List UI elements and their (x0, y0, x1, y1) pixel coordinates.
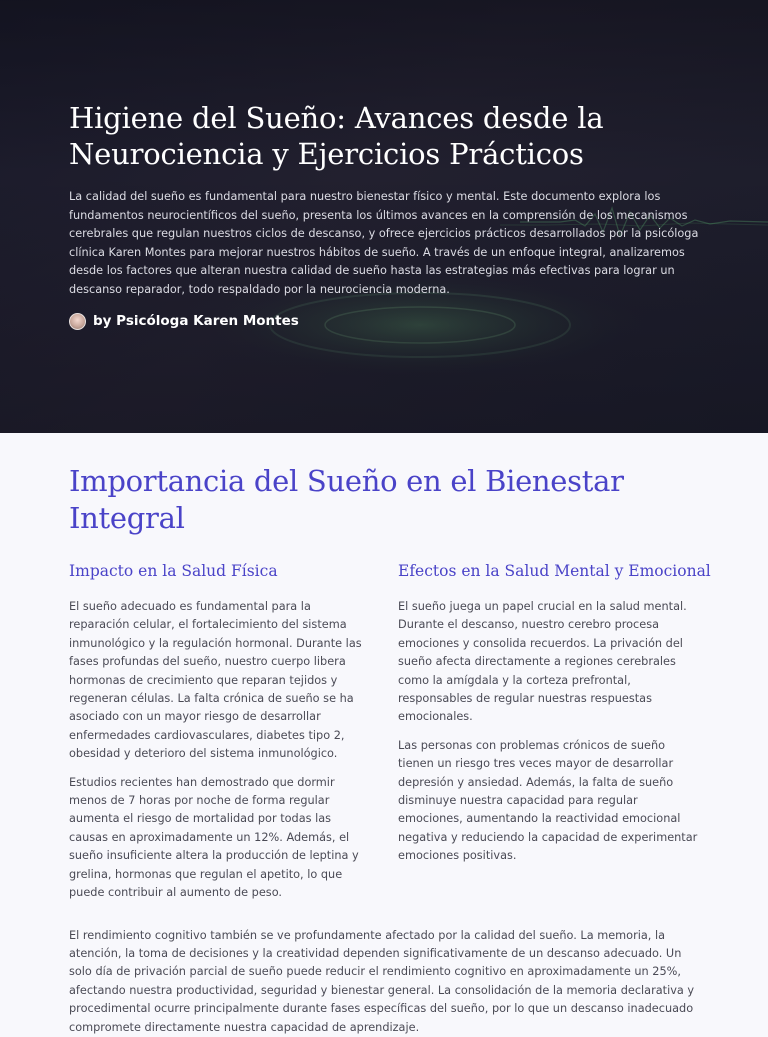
physical-health-paragraph: El sueño adecuado es fundamental para la reparación celular, el fortalecimiento del sistema inmunológico y la regulación hormonal. Durante las fases profundas del sueño, nuestro cuerpo libera hormonas de crecimiento que reparan tejidos y regeneran células. La falta crónica de sueño se ha asociado con un mayor riesgo de desarrollar enfermedades cardiovasculares, diabetes tipo 2, obesidad y deterioro del sistema inmunológico. (69, 600, 362, 761)
mental-health-paragraph: Las personas con problemas crónicos de sueño tienen un riesgo tres veces mayor de desarrollar depresión y ansiedad. Además, la falta de sueño disminuye nuestra capacidad para regular emociones, aumentando la reactividad emocional negativa y reduciendo la capacidad de experimentar emociones positivas. (398, 738, 698, 863)
author-name: by Psicóloga Karen Montes (93, 313, 299, 330)
column-mental-health (398, 561, 711, 903)
closing-paragraph: El rendimiento cognitivo también se ve profundamente afectado por la calidad del sueño. La memoria, la atención, la toma de decisiones y la creatividad dependen significativamente de un descanso adecuado. Un solo día de privación parcial de sueño puede reducir el rendimiento cognitivo en aproximadamente un 25%, afectando nuestra productividad, seguridad y bienestar general. La consolidación de la memoria declarativa y procedimental ocurre principalmente durante fases específicas del sueño, por lo que un descanso inadecuado compromete directamente nuestra capacidad de aprendizaje. (69, 928, 695, 1034)
hero-content (69, 100, 709, 330)
mental-health-heading: Efectos en la Salud Mental y Emocional (398, 562, 711, 580)
two-column-section (69, 561, 711, 903)
intro-paragraph: La calidad del sueño es fundamental para nuestro bienestar físico y mental. Este documento explora los fundamentos neurocientíficos del sueño, presenta los últimos avances en la comprensión de los mecanismos cerebrales que regulan nuestros ciclos de descanso, y ofrece ejercicios prácticos desarrollados por la psicóloga clínica Karen Montes para mejorar nuestros hábitos de sueño. A través de un enfoque integral, analizaremos desde los factores que alteran nuestra calidad de sueño hasta las estrategias más efectivas para lograr un descanso reparador, todo respaldado por la neurociencia moderna. (69, 190, 699, 296)
hero-banner (0, 0, 768, 433)
closing-section (69, 927, 699, 1037)
section-title: Importancia del Sueño en el Bienestar Integral (69, 464, 624, 535)
physical-health-heading: Impacto en la Salud Física (69, 562, 278, 580)
mental-health-paragraph: El sueño juega un papel crucial en la salud mental. Durante el descanso, nuestro cerebro procesa emociones y consolida recuerdos. La privación del sueño afecta directamente a regiones cerebrales como la amígdala y la corteza prefrontal, responsables de regular nuestras respuestas emocionales. (398, 600, 687, 724)
physical-health-paragraph: Estudios recientes han demostrado que dormir menos de 7 horas por noche de forma regular aumenta el riesgo de mortalidad por todas las causas en aproximadamente un 12%. Además, el sueño insuficiente altera la producción de leptina y grelina, hormonas que regulan el apetito, lo que puede contribuir al aumento de peso. (69, 775, 359, 900)
column-physical-health (69, 561, 369, 903)
main-content (69, 433, 711, 1037)
avatar (69, 313, 86, 330)
page-title: Higiene del Sueño: Avances desde la Neurociencia y Ejercicios Prácticos (69, 101, 604, 171)
author-byline (69, 313, 709, 330)
